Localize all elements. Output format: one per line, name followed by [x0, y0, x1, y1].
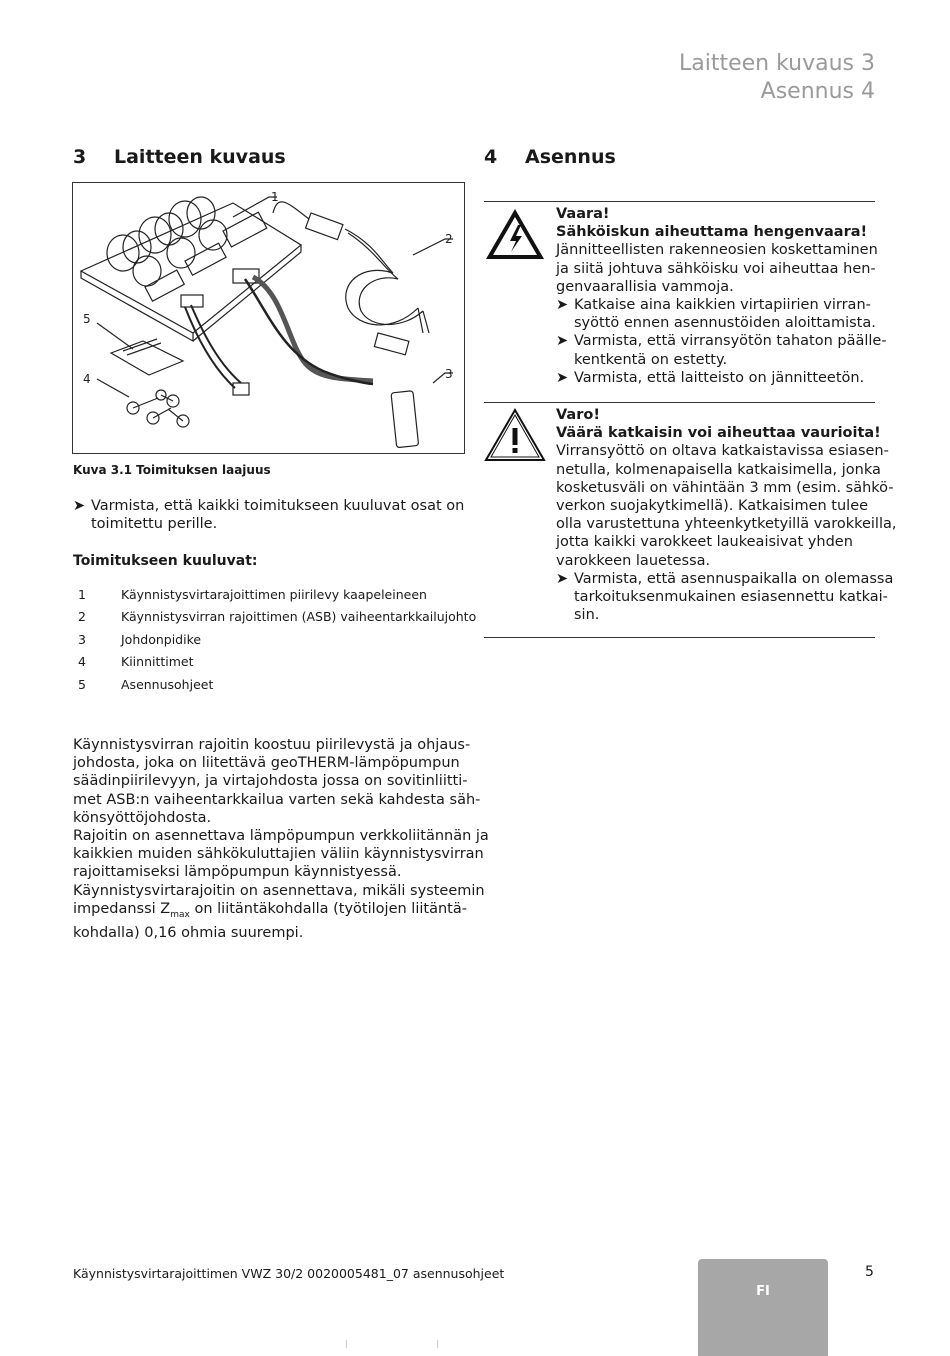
list-item: 4 Kiinnittimet: [78, 654, 194, 670]
danger-bullet-1: ➤ Katkaise aina kaikkien virtapiirien virran-: [556, 297, 871, 314]
figure-caption: Kuva 3.1 Toimituksen laajuus: [73, 463, 271, 477]
electric-hazard-icon: [484, 207, 546, 261]
divider: [484, 201, 875, 202]
delivery-contents-list: [73, 587, 476, 699]
running-header-line1: Laitteen kuvaus 3: [678, 51, 875, 76]
delivery-contents-heading: Toimitukseen kuuluvat:: [73, 553, 258, 569]
delivery-scope-illustration: [73, 183, 464, 453]
danger-signal-word: Vaara!: [556, 206, 610, 222]
section-4-heading: [484, 146, 616, 168]
page-number: 5: [865, 1264, 874, 1280]
section-4-number: 4: [484, 146, 498, 168]
caution-warning-box: Varo! Väärä katkaisin voi aiheuttaa vaurioita! Virransyöttö on oltava katkaistavissa esiasen- netulla, kolmenapaisella katkaisimella, jonka kosketusväli on vähintään 3 mm (esim. sähkö- verkon suojakytkimellä). Katkaisimen tulee olla varustettuna yhteenkytketyillä varokkeilla, jotta kaikki varokkeet laukeaisivat yhden varokkeen lauetessa. ➤ Varmista, että asennuspaikalla on olemassa tarkoituksenmukainen esiasennettu katkai- sin.: [484, 402, 875, 638]
figure-callout-1: 1: [271, 190, 279, 204]
figure-callout-2: 2: [445, 232, 453, 246]
delivery-scope-figure: [72, 182, 465, 454]
list-item: 5 Asennusohjeet: [78, 676, 214, 692]
divider: [484, 402, 875, 403]
danger-warning-box: Vaara! Sähköiskun aiheuttama hengenvaara! Jännitteellisten rakenneosien koskettaminen ja siitä johtuva sähköisku voi aiheuttaa hen- genvaarallisia vammoja. ➤ Katkaise aina kaikkien virtapiirien virran- syöttö ennen asennustöiden aloittamista. ➤ Varmista, että virransyötön tahaton päälle- kentkentä on estetty. ➤ Varmista, että laitteisto on jännitteetön.: [484, 201, 875, 403]
section-3-heading: [73, 146, 286, 168]
bullet-arrow: ➤: [73, 498, 86, 514]
figure-callout-3: 3: [445, 367, 453, 381]
figure-callout-5: 5: [83, 312, 91, 326]
danger-bullet-3: ➤ Varmista, että laitteisto on jännitteetön.: [556, 369, 865, 386]
check-delivery-bullet: [73, 497, 464, 533]
section-3-title: Laitteen kuvaus: [114, 146, 286, 168]
list-item: 1 Käynnistysvirtarajoittimen piirilevy kaapeleineen: [78, 587, 427, 602]
caution-bullet-1: ➤ Varmista, että asennuspaikalla on olemassa: [556, 570, 894, 587]
figure-callout-4: 4: [83, 372, 91, 386]
crop-mark: [346, 1340, 347, 1348]
list-item: 3 Johdonpidike: [78, 631, 202, 647]
footer-text: Käynnistysvirtarajoittimen VWZ 30/2 0020005481_07 asennusohjeet: [73, 1266, 505, 1281]
caution-signal-word: Varo!: [556, 407, 600, 423]
bullet-line-2: toimitettu perille.: [91, 516, 218, 532]
device-description-text: Käynnistysvirran rajoitin koostuu piirilevystä ja ohjaus- johdosta, joka on liitettävä geoTHERM-lämpöpumpun säädinpiirilevyyn, ja virtajohdosta jossa on sovitinliitti- met ASB:n vaiheentarkkailua varten sekä kahdesta säh- könsyöttöjohdosta. Rajoitin on asennettava lämpöpumpun verkkoliitännän ja kaikkien muiden sähkökuluttajien väliin käynnistysvirran rajoittamiseksi lämpöpumpun käynnistyessä. Käynnistysvirtarajoitin on asennettava, mikäli systeemin impedanssi $Z_{max}$ on liitäntäkohdalla (työtilojen liitäntä- kohdalla) 0,16 ohmia suurempi.: [73, 737, 489, 941]
bullet-line-1: Varmista, että kaikki toimitukseen kuuluvat osat on: [91, 498, 465, 514]
section-4-title: Asennus: [525, 146, 616, 168]
caution-exclamation-icon: [484, 408, 546, 462]
running-header-line2: Asennus 4: [760, 79, 875, 104]
list-item: 2 Käynnistysvirran rajoittimen (ASB) vaiheentarkkailujohto: [78, 609, 477, 625]
divider: [484, 637, 875, 638]
section-3-number: 3: [73, 146, 87, 168]
danger-bullet-2: ➤ Varmista, että virransyötön tahaton päälle-: [556, 333, 887, 350]
danger-headline: Sähköiskun aiheuttama hengenvaara!: [556, 224, 868, 241]
running-header: [679, 50, 875, 106]
impedance-line: impedanssi $Z_{max}$ on liitäntäkohdalla (työtilojen liitäntä-: [73, 900, 467, 920]
language-tab: FI: [698, 1259, 828, 1356]
crop-mark: [437, 1340, 438, 1348]
caution-headline: Väärä katkaisin voi aiheuttaa vaurioita!: [556, 425, 881, 442]
